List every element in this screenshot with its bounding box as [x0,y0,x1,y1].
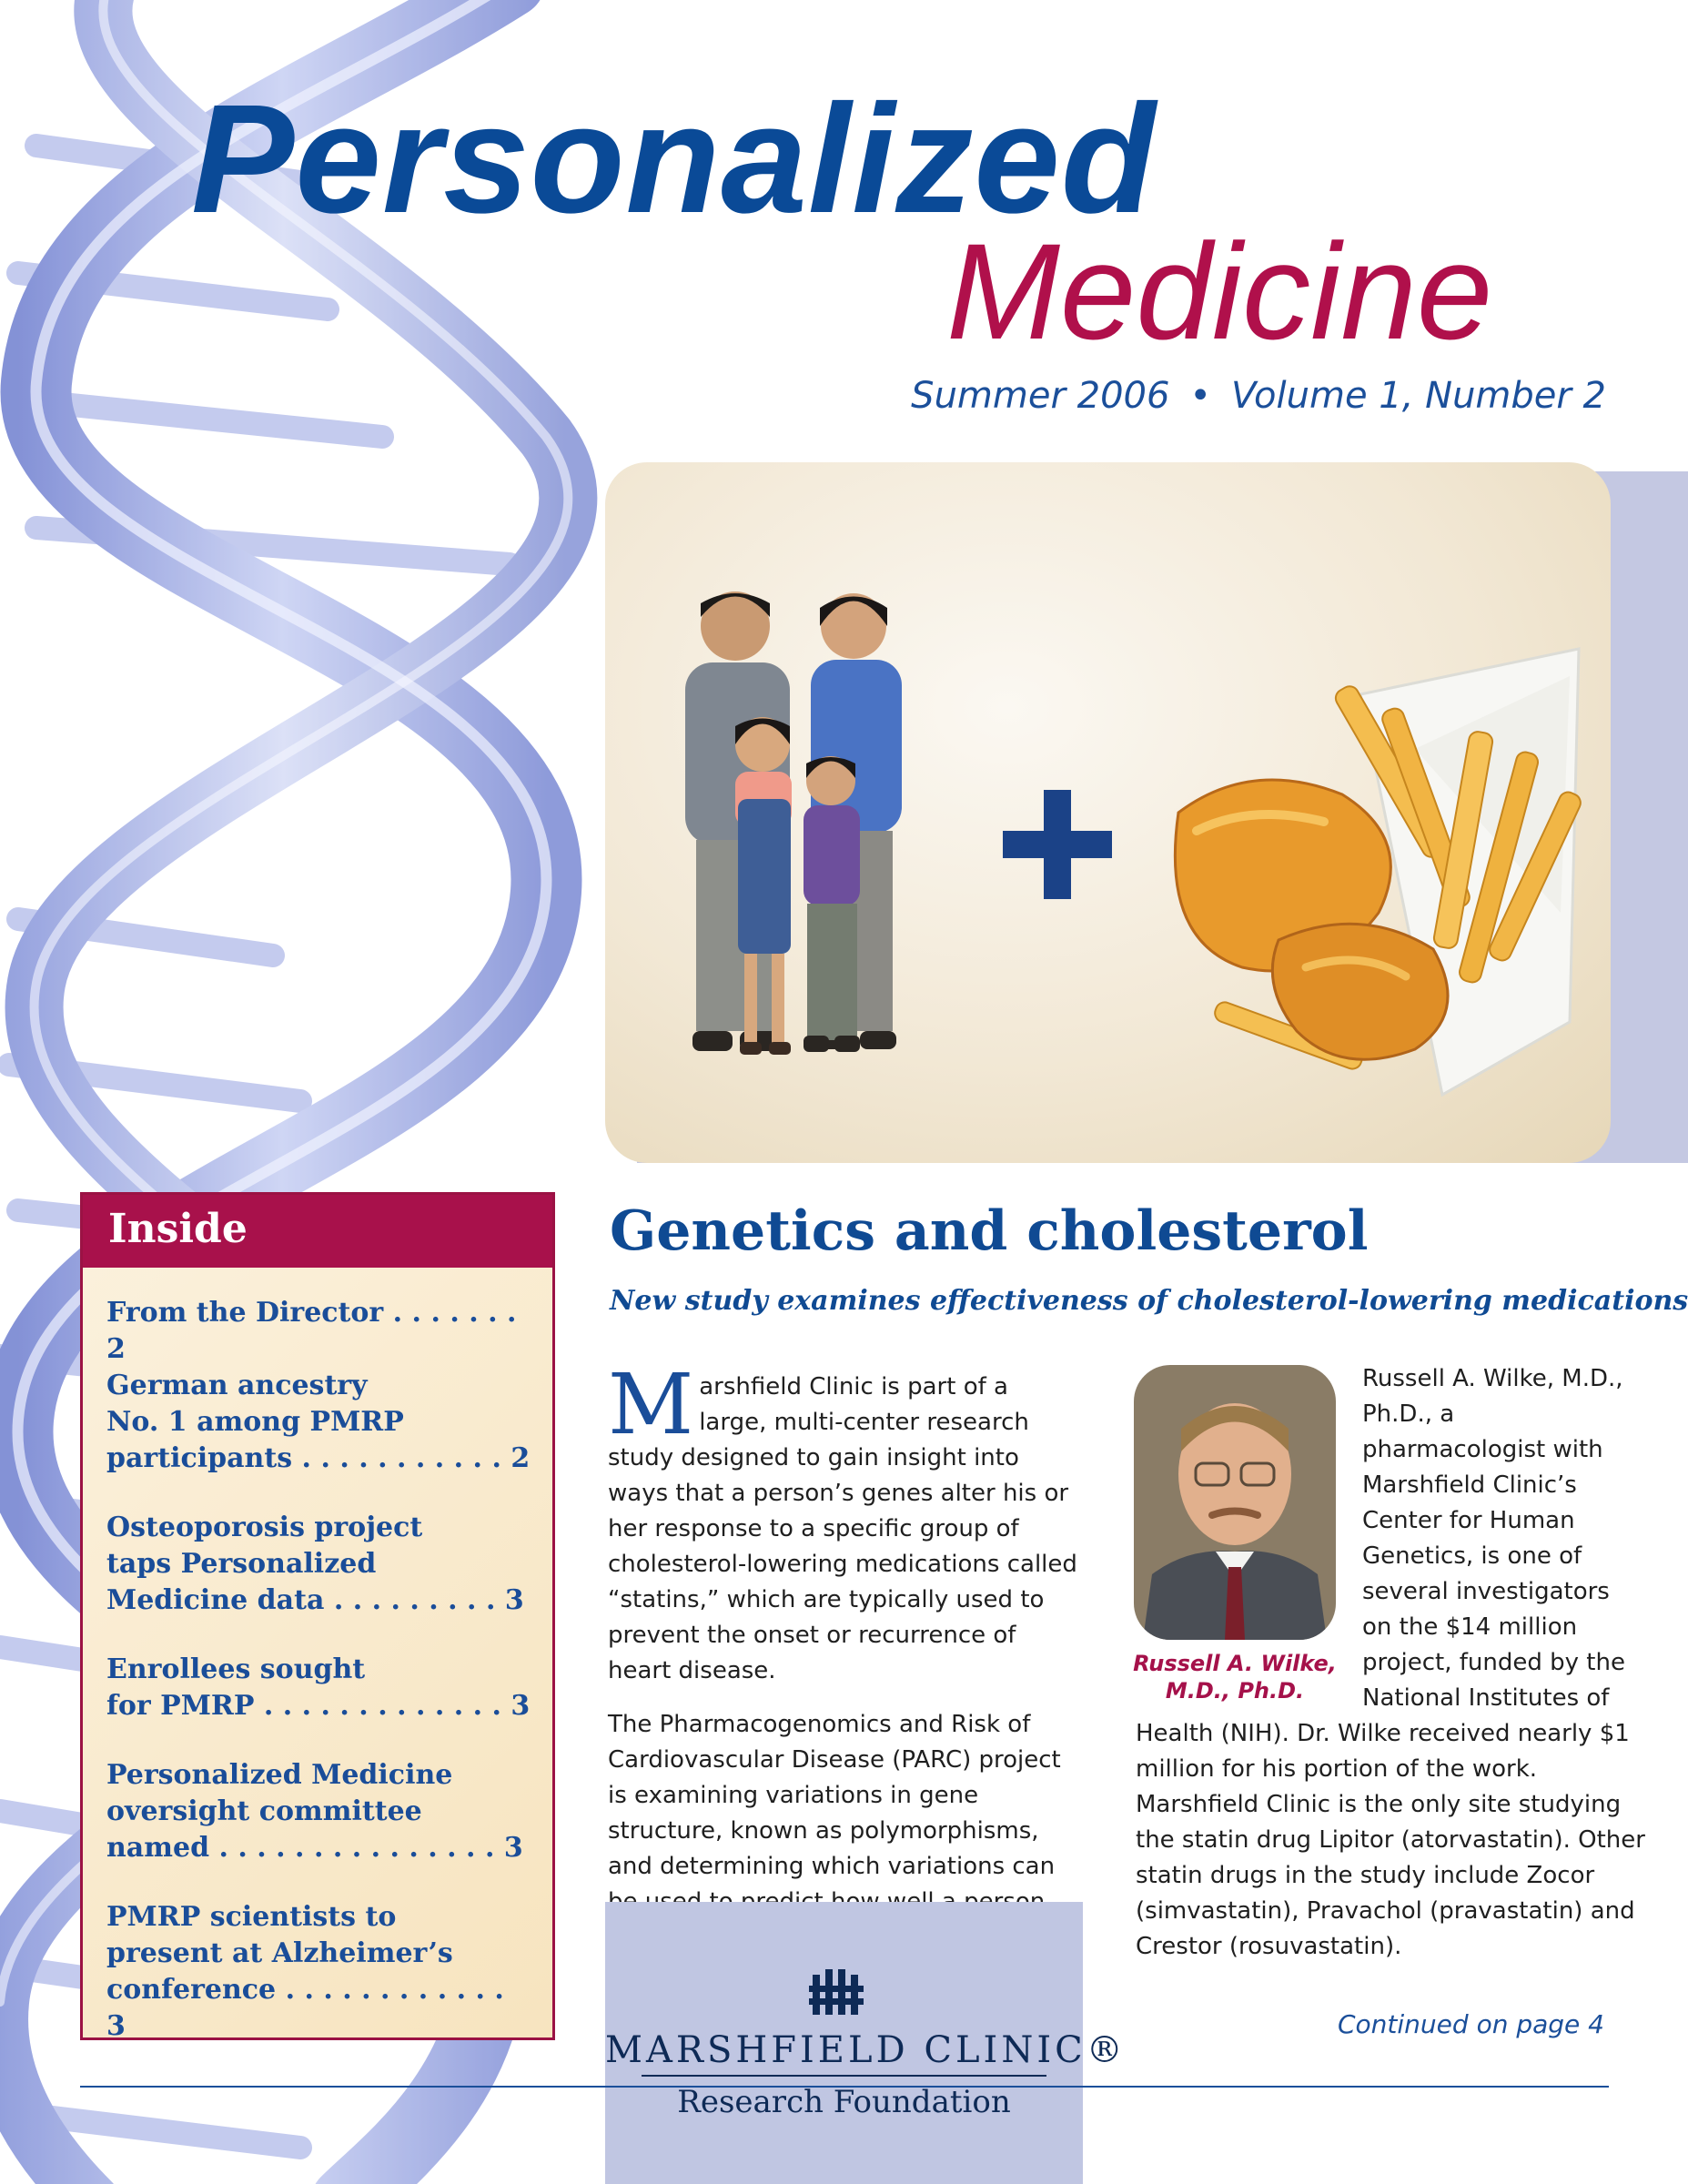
toc-item-alzheimers-conference[interactable] [106,1899,531,2045]
toc-line: Osteoporosis project [106,1512,423,1543]
issue-season: Summer 2006 [911,375,1170,417]
toc-line: present at Alzheimer’s [106,1937,453,1969]
paragraph-1-text: arshfield Clinic is part of a large, multi-center research study designed to gain insight into ways that a person’s genes alter his or her response to a specific group of cholesterol-lowering medications called “statins,” which are typically used to prevent the onset or recurrence of heart disease. [608,1373,1077,1684]
logo-wordmark: MARSHFIELD CLINIC® [605,2029,1127,2071]
toc-line: Medicine data . . . . . . . . . 3 [106,1584,524,1616]
bottom-divider [80,2086,1609,2088]
plus-sign-icon [998,785,1117,904]
article-headline: Genetics and cholesterol [610,1199,1369,1263]
caption-line-2: M.D., Ph.D. [1165,1678,1305,1704]
toc-item-oversight-committee[interactable] [106,1757,531,1866]
logo-subtitle: Research Foundation [677,2084,1011,2120]
logo-divider [642,2075,1046,2077]
masthead-subtitle: Medicine [946,215,1493,368]
toc-line: for PMRP . . . . . . . . . . . . . 3 [106,1690,531,1722]
article-column-1 [608,1356,1081,1974]
continued-link[interactable]: Continued on page 4 [1337,2009,1604,2039]
issue-line [911,375,1606,417]
author-portrait-photo [1134,1365,1336,1640]
issue-bullet: • [1189,375,1212,417]
article-paragraph-2: The Pharmacogenomics and Risk of Cardiovascular Disease (PARC) project is examining variations in gene structure, known as polymorphisms, and determining which variations can [608,1711,1061,1880]
marshfield-logo-panel [605,1902,1127,2184]
toc-line: oversight committee [106,1795,422,1827]
family-photo [649,576,940,1086]
toc-line: Enrollees sought [106,1653,366,1685]
toc-line: participants . . . . . . . . . . . 2 [106,1442,531,1474]
caption-line-1: Russell A. Wilke, [1133,1651,1337,1676]
toc-line: German ancestry [106,1370,368,1401]
toc-item-osteoporosis-project[interactable] [106,1510,531,1619]
portrait-caption [1130,1650,1339,1704]
toc-line: taps Personalized [106,1548,377,1580]
article-deck: New study examines effectiveness of cholesterol-lowering medications [610,1285,1688,1317]
hero-image-panel [605,462,1611,1163]
issue-volume: Volume 1, Number 2 [1231,375,1606,417]
toc-line: named . . . . . . . . . . . . . . . 3 [106,1832,523,1864]
inside-contents-box [80,1192,555,2040]
masthead-title: Personalized [191,73,1157,246]
toc-line: conference . . . . . . . . . . . . 3 [106,1974,504,2042]
portrait-illustration [1134,1365,1336,1640]
article-column-2-bottom: Health (NIH). Dr. Wilke received nearly $1 million for his portion of the work. Marshfield Clinic is the only site studying the statin drug Lipitor (atorvastatin). Other statin drugs in the study include Zocor (simvastatin), Pravachol (pravastatin) and Crestor (rosuvastatin). [1136,1720,1645,1960]
toc-item-from-the-director[interactable] [106,1295,531,1368]
toc-line: PMRP scientists to [106,1901,397,1933]
toc-item-enrollees-sought[interactable] [106,1652,531,1724]
toc-item-german-ancestry[interactable] [106,1368,531,1477]
drop-cap: M [608,1356,694,1453]
article-paragraph-1 [608,1356,1081,1689]
marshfield-clinic-logo-icon [807,1966,865,2018]
toc-line: No. 1 among PMRP [106,1406,404,1438]
toc-line: From the Director . . . . . . . 2 [106,1297,517,1365]
fish-and-fries-photo [1142,640,1597,1113]
inside-header-bar [83,1195,552,1268]
toc-line: Personalized Medicine [106,1759,453,1791]
article-column-2-top: Russell A. Wilke, M.D., Ph.D., a pharmacologist with Marshfield Clinic’s Center for Human Genetics, is one of several investigators on the $14 million project, funded by the National Institutes of [1362,1365,1625,1712]
inside-title: Inside [108,1206,248,1252]
